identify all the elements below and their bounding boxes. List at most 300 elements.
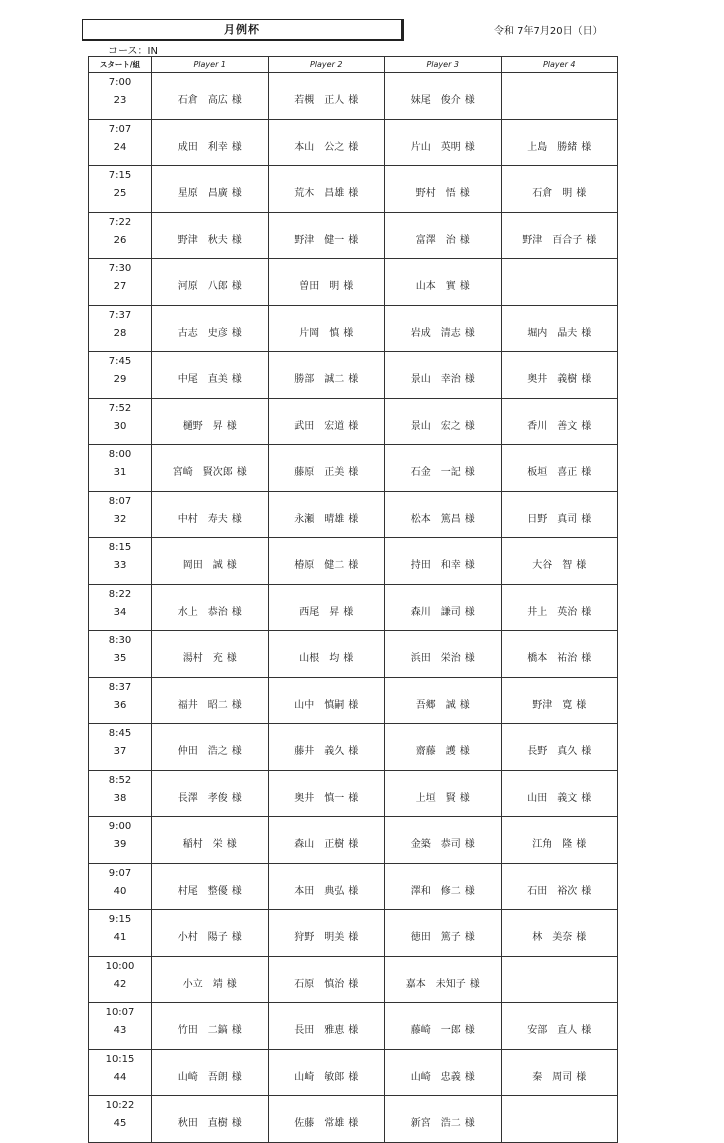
player-cell [385,584,502,631]
column-header-start-group: スタート/組 [89,57,152,73]
start-group-cell [89,212,152,259]
player-name: 浜田 栄治 [410,653,461,665]
honorific: 様 [576,188,587,200]
player-cell [268,677,385,724]
player-name: 新宮 浩二 [410,1118,461,1130]
table-row [89,863,618,910]
start-group-cell [89,398,152,445]
player-cell [268,445,385,492]
player-name: 稲村 栄 [182,839,223,851]
player-name: 日野 真司 [527,513,578,525]
player-cell [152,212,269,259]
player-cell [268,956,385,1003]
honorific: 様 [576,839,587,851]
player-name: 秦 周司 [532,1071,573,1083]
player-name: 片山 英明 [410,141,461,153]
honorific: 様 [348,746,359,758]
start-group-cell [89,166,152,213]
player-cell [501,119,618,166]
table-row [89,910,618,957]
player-cell [268,73,385,120]
honorific: 様 [343,281,354,293]
event-date: 令和 7年7月20日（日） [494,26,603,37]
honorific: 様 [226,560,237,572]
start-time: 8:22 [108,588,132,600]
player-name: 石金 一記 [410,467,461,479]
honorific: 様 [464,141,475,153]
player-cell [385,352,502,399]
table-row [89,817,618,864]
start-time: 7:52 [108,402,132,414]
start-group-cell [89,910,152,957]
honorific: 様 [464,560,475,572]
start-time: 8:00 [108,449,132,460]
player-cell [385,445,502,492]
player-cell [268,119,385,166]
player-name: 野津 百合子 [522,234,583,246]
player-name: 水上 恭治 [177,606,228,618]
player-cell [268,724,385,771]
start-time: 7:30 [108,263,132,274]
player-cell [152,398,269,445]
start-time: 8:45 [108,728,132,739]
start-time: 8:52 [108,774,132,786]
group-number: 43 [113,1025,127,1036]
start-group-cell [89,817,152,864]
player-name: 橋本 祐治 [527,653,578,665]
player-cell [501,352,618,399]
honorific: 様 [348,978,359,990]
group-number: 32 [113,513,127,525]
player-name: 成田 利幸 [177,141,228,153]
group-number: 28 [113,327,127,339]
honorific: 様 [586,234,597,246]
table-header-row [89,57,618,73]
honorific: 様 [581,141,592,153]
honorific: 様 [469,978,480,990]
player-cell [501,817,618,864]
honorific: 様 [348,1025,359,1037]
start-time: 7:07 [108,123,132,135]
start-group-cell [89,445,152,492]
player-cell [152,73,269,120]
table-row [89,677,618,724]
group-number: 30 [113,420,127,432]
player-name: 福井 昭二 [177,699,228,711]
honorific: 様 [226,653,237,665]
player-cell [268,770,385,817]
honorific: 様 [464,513,475,525]
start-time: 8:37 [108,681,132,693]
start-group-cell [89,305,152,352]
group-number: 42 [113,978,127,990]
player-cell [268,817,385,864]
player-name: 秋田 直樹 [177,1118,228,1130]
player-name: 曽田 明 [299,281,340,293]
honorific: 様 [464,327,475,339]
tee-time-table [88,56,618,1143]
player-cell [152,491,269,538]
start-group-cell [89,538,152,585]
player-cell [152,305,269,352]
player-cell [385,817,502,864]
player-name: 澤和 修二 [410,885,461,897]
player-name: 勝部 誠二 [294,374,345,386]
player-name: 古志 史彦 [177,327,228,339]
player-cell [385,863,502,910]
honorific: 様 [226,839,237,851]
player-name: 星原 昌廣 [177,188,228,200]
honorific: 様 [464,420,475,432]
player-name: 山根 均 [299,653,340,665]
honorific: 様 [459,188,470,200]
honorific: 様 [581,327,592,339]
honorific: 様 [348,792,359,804]
start-time: 10:15 [105,1053,135,1065]
honorific: 様 [231,1118,242,1130]
player-cell [268,863,385,910]
player-cell [501,1003,618,1050]
column-header-player-2: Player 2 [268,57,385,73]
player-name: 奥井 慎一 [294,792,345,804]
start-group-cell [89,1096,152,1143]
player-name: 岡田 誠 [182,560,223,572]
player-cell [152,956,269,1003]
player-cell [501,770,618,817]
player-name: 林 美奈 [532,932,573,944]
table-row [89,956,618,1003]
start-time: 8:07 [108,495,132,507]
player-name: 宮崎 賢次郎 [172,467,233,479]
player-name: 富澤 治 [415,234,456,246]
player-name: 野津 秋夫 [177,234,228,246]
honorific: 様 [231,606,242,618]
player-cell [501,584,618,631]
honorific: 様 [464,1025,475,1037]
player-cell [501,724,618,771]
player-cell [385,631,502,678]
player-name: 山崎 吾朗 [177,1071,228,1083]
player-name: 若槻 正人 [294,95,345,107]
player-cell [152,445,269,492]
player-name: 山崎 敏郎 [294,1071,345,1083]
honorific: 様 [348,374,359,386]
start-group-cell [89,259,152,306]
honorific: 様 [231,1025,242,1037]
player-cell [385,305,502,352]
start-group-cell [89,724,152,771]
player-name: 仲田 浩之 [177,746,228,758]
honorific: 様 [464,839,475,851]
honorific: 様 [348,513,359,525]
player-name: 石原 慎治 [294,978,345,990]
honorific: 様 [348,839,359,851]
table-row [89,491,618,538]
group-number: 27 [113,281,127,292]
player-cell [385,166,502,213]
honorific: 様 [226,978,237,990]
player-cell [385,956,502,1003]
table-row [89,631,618,678]
player-cell [385,491,502,538]
honorific: 様 [459,699,470,711]
table-row [89,398,618,445]
honorific: 様 [231,234,242,246]
player-cell [385,724,502,771]
start-time: 10:00 [105,960,135,972]
player-cell [501,863,618,910]
honorific: 様 [348,885,359,897]
player-cell [501,677,618,724]
honorific: 様 [231,746,242,758]
honorific: 様 [231,141,242,153]
table-row [89,1096,618,1143]
player-cell [152,1003,269,1050]
player-cell [385,1096,502,1143]
player-cell [268,1096,385,1143]
player-name: 長野 真久 [527,746,578,758]
player-cell [385,1003,502,1050]
player-cell [268,1049,385,1096]
player-cell [152,910,269,957]
player-cell [385,770,502,817]
player-cell [152,863,269,910]
honorific: 様 [464,606,475,618]
start-time: 10:22 [105,1100,135,1111]
player-name: 石倉 明 [532,188,573,200]
player-name: 大谷 智 [532,560,573,572]
honorific: 様 [576,699,587,711]
honorific: 様 [231,932,242,944]
player-name: 本田 典弘 [294,885,345,897]
player-name: 森山 正樹 [294,839,345,851]
start-time: 9:15 [108,914,132,925]
honorific: 様 [348,234,359,246]
honorific: 様 [226,420,237,432]
honorific: 様 [343,327,354,339]
player-cell [501,956,618,1003]
start-time: 9:07 [108,867,132,879]
start-group-cell [89,956,152,1003]
honorific: 様 [581,420,592,432]
player-name: 竹田 二鎬 [177,1025,228,1037]
honorific: 様 [576,1071,587,1083]
player-cell [268,1003,385,1050]
start-group-cell [89,1049,152,1096]
player-name: 村尾 整優 [177,885,228,897]
player-name: 石田 裕次 [527,885,578,897]
player-name: 湯村 充 [182,653,223,665]
player-cell [152,259,269,306]
start-time: 7:15 [108,170,132,181]
player-cell [501,631,618,678]
player-name: 嘉本 未知子 [405,978,466,990]
player-name: 佐藤 常雄 [294,1118,345,1130]
honorific: 様 [231,792,242,804]
table-row [89,770,618,817]
player-name: 武田 宏道 [294,420,345,432]
player-cell [268,259,385,306]
group-number: 45 [113,1118,127,1129]
honorific: 様 [464,95,475,107]
honorific: 様 [343,653,354,665]
honorific: 様 [459,234,470,246]
honorific: 様 [581,374,592,386]
player-cell [501,445,618,492]
player-name: 妹尾 俊介 [410,95,461,107]
player-name: 上島 勝緒 [527,141,578,153]
player-cell [385,538,502,585]
player-cell [268,212,385,259]
table-row [89,1003,618,1050]
player-cell [152,166,269,213]
player-name: 河原 八郎 [177,281,228,293]
group-number: 31 [113,467,127,478]
honorific: 様 [576,560,587,572]
player-name: 片岡 慎 [299,327,340,339]
player-cell [268,166,385,213]
group-number: 41 [113,932,127,943]
honorific: 様 [231,699,242,711]
page-title: 月例杯 [82,19,404,41]
player-cell [385,677,502,724]
player-name: 金築 恭司 [410,839,461,851]
column-header-player-3: Player 3 [385,57,502,73]
player-cell [501,1096,618,1143]
table-row [89,538,618,585]
honorific: 様 [231,95,242,107]
player-cell [152,1049,269,1096]
player-name: 齋藤 護 [415,746,456,758]
group-number: 44 [113,1071,127,1083]
player-name: 野津 健一 [294,234,345,246]
player-name: 持田 和幸 [410,560,461,572]
player-name: 堀内 晶夫 [527,327,578,339]
table-row [89,212,618,259]
start-time: 8:30 [108,635,132,646]
player-name: 香川 善文 [527,420,578,432]
player-cell [268,352,385,399]
player-name: 山中 慎嗣 [294,699,345,711]
player-name: 景山 宏之 [410,420,461,432]
player-cell [152,352,269,399]
player-cell [501,491,618,538]
player-cell [385,73,502,120]
player-name: 山田 義文 [527,792,578,804]
table-body [89,73,618,1143]
player-name: 荒木 昌雄 [294,188,345,200]
player-name: 江角 隆 [532,839,573,851]
group-number: 38 [113,792,127,804]
group-number: 26 [113,234,127,246]
player-name: 小立 靖 [182,978,223,990]
player-name: 野津 寛 [532,699,573,711]
group-number: 37 [113,746,127,757]
player-name: 樋野 昇 [182,420,223,432]
honorific: 様 [348,560,359,572]
player-name: 藤原 正美 [294,467,345,479]
honorific: 様 [348,932,359,944]
honorific: 様 [231,374,242,386]
honorific: 様 [348,467,359,479]
course-label: コース：IN [108,46,158,57]
player-cell [268,538,385,585]
group-number: 29 [113,374,127,385]
player-name: 山本 實 [415,281,456,293]
honorific: 様 [231,281,242,293]
table-row [89,73,618,120]
player-name: 松本 篤昌 [410,513,461,525]
player-cell [385,259,502,306]
player-cell [268,398,385,445]
group-number: 24 [113,141,127,153]
player-cell [385,1049,502,1096]
player-cell [152,631,269,678]
honorific: 様 [581,467,592,479]
honorific: 様 [464,885,475,897]
table-row [89,445,618,492]
player-name: 狩野 明美 [294,932,345,944]
player-name: 板垣 喜正 [527,467,578,479]
honorific: 様 [231,885,242,897]
player-cell [268,584,385,631]
player-name: 山崎 忠義 [410,1071,461,1083]
honorific: 様 [231,327,242,339]
honorific: 様 [348,1071,359,1083]
start-group-cell [89,491,152,538]
player-cell [501,259,618,306]
start-time: 8:15 [108,542,132,553]
player-name: 井上 英治 [527,606,578,618]
player-cell [152,119,269,166]
player-name: 森川 謙司 [410,606,461,618]
group-number: 40 [113,885,127,897]
start-group-cell [89,677,152,724]
player-cell [152,1096,269,1143]
player-name: 奥井 義樹 [527,374,578,386]
player-cell [268,910,385,957]
honorific: 様 [464,932,475,944]
start-group-cell [89,352,152,399]
player-cell [501,1049,618,1096]
honorific: 様 [343,606,354,618]
table-row [89,305,618,352]
player-name: 石倉 高広 [177,95,228,107]
honorific: 様 [348,188,359,200]
start-group-cell [89,863,152,910]
table-row [89,724,618,771]
honorific: 様 [576,932,587,944]
player-name: 長田 雅恵 [294,1025,345,1037]
group-number: 25 [113,188,127,199]
player-name: 西尾 昇 [299,606,340,618]
player-cell [501,73,618,120]
honorific: 様 [464,467,475,479]
player-cell [385,119,502,166]
player-cell [268,305,385,352]
player-name: 中村 寿夫 [177,513,228,525]
player-cell [501,910,618,957]
honorific: 様 [348,699,359,711]
honorific: 様 [581,1025,592,1037]
group-number: 35 [113,653,127,664]
honorific: 様 [236,467,247,479]
column-header-player-1: Player 1 [152,57,269,73]
honorific: 様 [459,792,470,804]
start-group-cell [89,770,152,817]
table-row [89,259,618,306]
player-cell [268,491,385,538]
